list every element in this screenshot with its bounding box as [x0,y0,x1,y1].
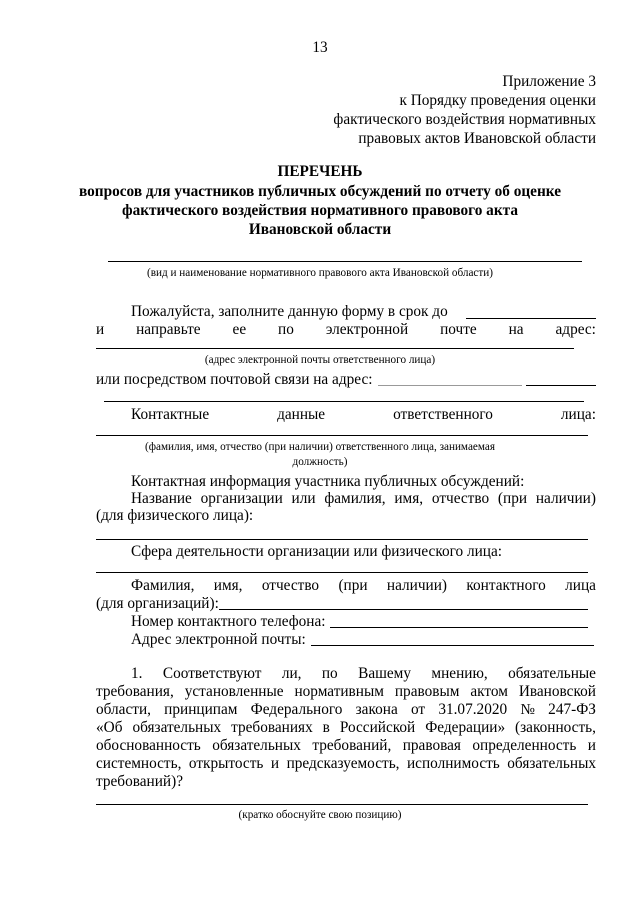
word: Соответствуют [162,665,262,682]
word: ее [232,321,247,338]
doc-subtitle-1: вопросов для участников публичных обсуждений по отчету об оценке [78,183,561,200]
postal-address-field[interactable] [378,385,522,386]
word: открытость [188,755,264,772]
deadline-label: Пожалуйста, заполните данную форму в срок до [131,303,448,320]
question-number: 1. [131,665,143,682]
word: (законность, [515,719,596,736]
word: закона [355,701,398,718]
responsible-fio-caption-2: должность) [292,456,348,468]
word: 247-ФЗ [548,701,596,718]
doc-subtitle-2: фактического воздействия нормативного правового акта [121,202,518,219]
word: правовая [402,737,461,754]
page-number: 13 [312,39,328,56]
contact-data-line [131,405,596,425]
word: системность, [96,755,182,772]
word: Фамилия, [131,577,195,594]
word: организации [200,490,283,507]
responsible-email-caption: (адрес электронной почты ответственного лица) [204,354,436,366]
word: актом [470,683,508,700]
doc-title: ПЕРЕЧЕНЬ [277,163,363,180]
word: Федерального [250,701,343,718]
question-1-line-5 [96,736,596,756]
word: отчество [261,577,320,594]
word: адрес: [555,321,596,338]
justify-caption: (кратко обоснуйте свою позицию) [238,809,402,821]
word: № [520,701,535,718]
word: от [410,701,426,718]
word: контактного [466,577,546,594]
appendix-ref-line-2: к Порядку проведения оценки [399,92,596,109]
word: (при [497,490,528,507]
word: мнению, [431,665,488,682]
postal-label: или посредством почтовой связи на адрес: [96,371,373,388]
word: обоснованность [96,737,201,754]
word: установленные [184,683,284,700]
question-1-line-2 [96,682,596,702]
word: нормативным [294,683,384,700]
contact-fio-line-1 [131,576,596,596]
word: ли, [281,665,302,682]
org-name-field[interactable] [96,539,588,540]
word: имя, [213,577,243,594]
word: обязательных [507,755,596,772]
word: требованиях [231,719,313,736]
postal-address-field-2[interactable] [104,401,584,402]
doc-subtitle-3: Ивановской области [248,221,392,238]
contact-fio-line-2: (для организаций): [96,595,219,612]
sphere-field[interactable] [96,572,588,573]
word: по [278,321,294,338]
word: и [270,755,280,772]
appendix-ref-line-4: правовых актов Ивановской области [358,130,596,147]
participant-info-heading: Контактная информация участника публичных обсуждений: [131,473,525,490]
contact-fio-field[interactable] [219,609,588,610]
question-1-line-3 [96,700,596,720]
responsible-fio-caption-1: (фамилия, имя, отчество (при наличии) ответственного лица, занимаемая [145,441,495,453]
word: ответственного [393,406,493,423]
responsible-fio-field[interactable] [96,435,588,436]
word: обязательные [508,665,596,682]
word: направьте [136,321,201,338]
org-name-line-2: (для физического лица): [96,507,254,524]
word: наличии) [386,577,447,594]
word: Российской [339,719,416,736]
word: электронной [325,321,409,338]
word: лица [565,577,596,594]
word: фамилия, [324,490,386,507]
word: почте [440,321,477,338]
word: и [96,321,105,338]
word: определенность [472,737,577,754]
word: обязательных [212,737,301,754]
word: исполнимость [407,755,500,772]
word: Контактные [131,406,210,423]
send-email-line [96,320,596,340]
word: по [321,665,338,682]
word: области, [96,701,151,718]
word: обязательных [132,719,222,736]
email-label: Адрес электронной почты: [131,631,306,648]
sphere-label: Сфера деятельности организации или физического лица: [131,543,503,560]
word: требования, [96,683,174,700]
question-1-line-4 [96,718,596,738]
word: или [291,490,316,507]
word: наличии) [535,490,596,507]
word: правовым [394,683,460,700]
question-1-line-7: требований)? [96,773,183,790]
phone-label: Номер контактного телефона: [131,613,326,630]
appendix-ref-line-3: фактического воздействия нормативных [333,111,596,128]
word: требований, [312,737,392,754]
question-1-line-6 [96,754,596,774]
postal-address-field-end[interactable] [526,385,596,386]
word: данные [277,406,326,423]
word: (при [338,577,368,594]
deadline-field[interactable] [466,318,596,319]
word: лица: [560,406,596,423]
word: 31.07.2020 [438,701,508,718]
word: Федерации» [425,719,506,736]
email-field[interactable] [311,645,594,646]
phone-field[interactable] [330,627,588,628]
responsible-email-field[interactable] [96,348,574,349]
word: Вашему [358,665,412,682]
word: «Об [96,719,123,736]
question-1-answer-field[interactable] [96,804,588,805]
word: и [587,737,596,754]
appendix-label: Приложение 3 [502,73,596,90]
question-1-line-1 [131,664,596,684]
act-type-field[interactable] [108,261,582,262]
word: на [508,321,524,338]
word: Название [131,490,192,507]
word: имя, [394,490,424,507]
word: принципам [164,701,238,718]
word: Ивановской [518,683,596,700]
word: отчество [431,490,490,507]
word: предсказуемость, [286,755,400,772]
act-type-caption: (вид и наименование нормативного правового акта Ивановской области) [147,267,493,279]
word: в [322,719,330,736]
